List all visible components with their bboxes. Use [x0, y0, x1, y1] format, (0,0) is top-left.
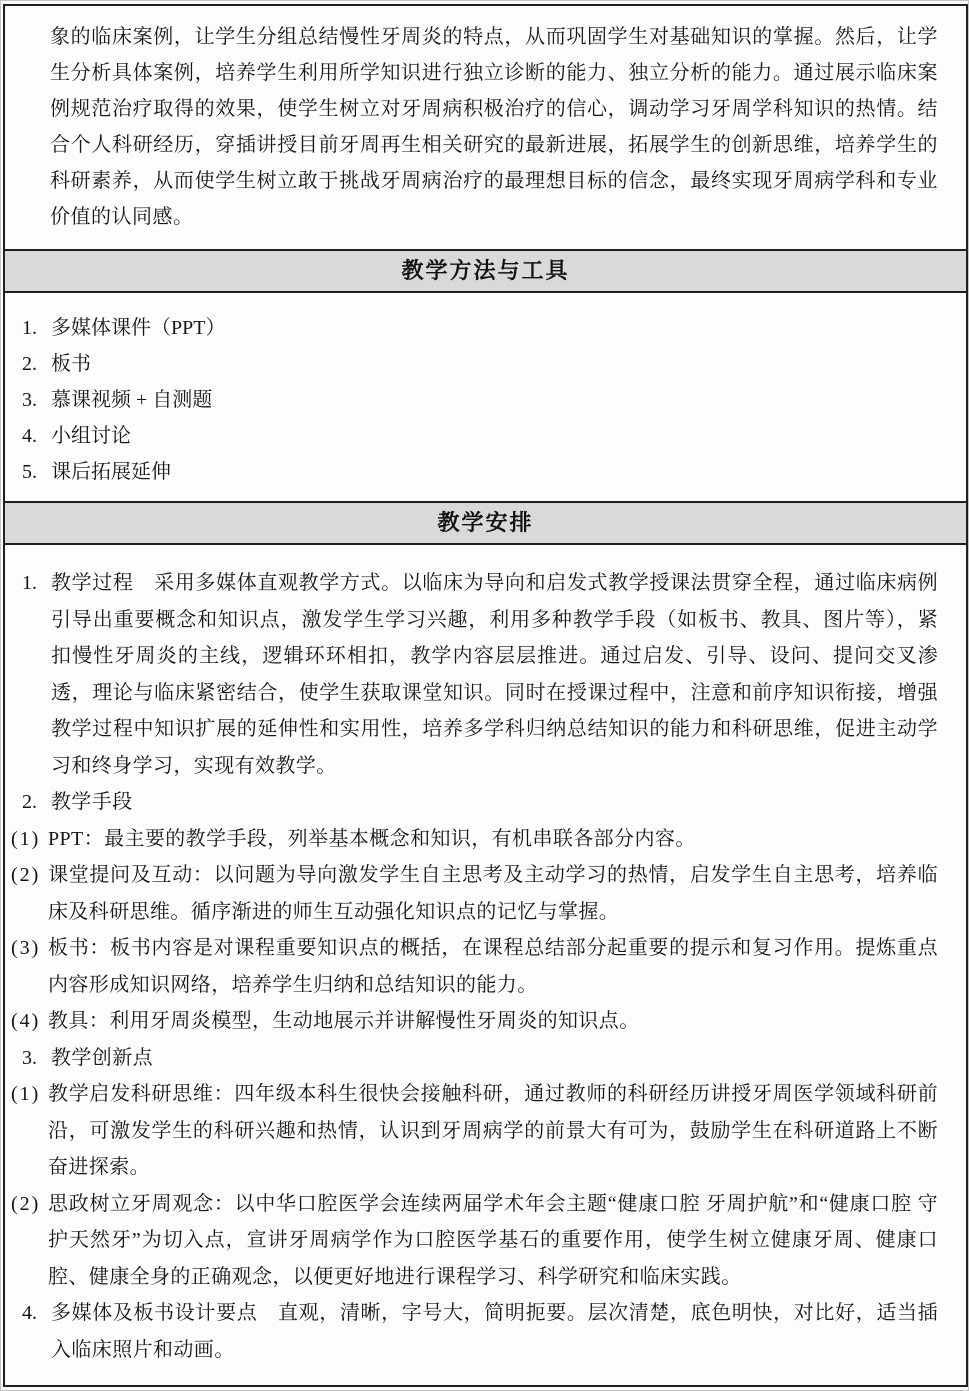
item-marker: 4. — [22, 1302, 37, 1324]
item-text: 多媒体及板书设计要点 直观，清晰，字号大，简明扼要。层次清楚，底色明快，对比好，适当插入临床照片和动画。 — [51, 1302, 938, 1361]
item-marker: 4. — [22, 425, 37, 447]
item-marker: 1. — [22, 317, 37, 339]
item-text: 多媒体课件（PPT） — [51, 317, 226, 339]
item-marker: 2. — [22, 353, 37, 375]
method-item — [5, 418, 938, 454]
item-text: 板书：板书内容是对课程重要知识点的概括，在课程总结部分起重要的提示和复习作用。提炼重点内容形成知识网络，培养学生归纳和总结知识的能力。 — [48, 937, 938, 996]
item-text: 课后拓展延伸 — [51, 461, 171, 483]
schedule-item — [5, 1003, 938, 1040]
item-text: 教具：利用牙周炎模型，生动地展示并讲解慢性牙周炎的知识点。 — [48, 1010, 640, 1032]
item-text: 思政树立牙周观念：以中华口腔医学会连续两届学术年会主题“健康口腔 牙周护航”和“健康口腔 守护天然牙”为切入点，宣讲牙周病学作为口腔医学基石的重要作用，使学生树立健康牙周、健康口腔、健康全身的正确观念，以便更好地进行课程学习、科学研究和临床实践。 — [48, 1192, 938, 1288]
schedule-item — [5, 1295, 938, 1368]
method-item — [5, 454, 938, 490]
schedule-item — [5, 857, 938, 930]
item-text: 小组讨论 — [51, 425, 131, 447]
schedule-item — [5, 1040, 938, 1077]
item-marker: (2) — [11, 1192, 41, 1215]
item-marker: 3. — [22, 389, 37, 411]
item-marker: 2. — [22, 791, 37, 813]
intro-paragraph-row — [5, 6, 966, 249]
section-header-schedule: 教学安排 — [5, 501, 966, 545]
method-item — [5, 382, 938, 418]
teaching-plan-table — [3, 4, 968, 1387]
item-marker: 3. — [22, 1046, 37, 1069]
item-marker: 1. — [22, 572, 37, 594]
item-marker: (1) — [11, 1083, 41, 1105]
item-text: 教学过程 采用多媒体直观教学方式。以临床为导向和启发式教学授课法贯穿全程，通过临床病例引导出重要概念和知识点，激发学生学习兴趣，利用多种教学手段（如板书、教具、图片等），紧扣慢性牙周炎的主线，逻辑环环相扣，教学内容层层推进。通过启发、引导、设问、提问交叉渗透，理论与临床紧密结合，使学生获取课堂知识。同时在授课过程中，注意和前序知识衔接，增强教学过程中知识扩展的延伸性和实用性，培养多学科归纳总结知识的能力和科研思维，促进主动学习和终身学习，实现有效教学。 — [51, 572, 938, 777]
item-marker: 5. — [22, 461, 37, 483]
method-item — [5, 346, 938, 382]
method-item — [5, 310, 938, 346]
schedule-item — [5, 784, 938, 821]
item-text: 板书 — [51, 353, 91, 375]
item-marker: (1) — [11, 827, 41, 850]
item-text: 教学创新点 — [51, 1046, 153, 1069]
schedule-item — [5, 930, 938, 1003]
schedule-content — [5, 545, 966, 1385]
item-marker: (3) — [11, 937, 41, 959]
item-text: 教学启发科研思维：四年级本科生很快会接触科研，通过教师的科研经历讲授牙周医学领域科研前沿，可激发学生的科研兴趣和热情，认识到牙周病学的前景大有可为，鼓励学生在科研道路上不断奋进探索。 — [48, 1083, 938, 1178]
item-text: 课堂提问及互动：以问题为导向激发学生自主思考及主动学习的热情，启发学生自主思考，培养临床及科研思维。循序渐进的师生互动强化知识点的记忆与掌握。 — [48, 864, 938, 923]
item-text: 慕课视频 + 自测题 — [51, 389, 213, 411]
item-text: 教学手段 — [51, 791, 133, 813]
item-text: PPT：最主要的教学手段，列举基本概念和知识，有机串联各部分内容。 — [48, 827, 696, 850]
schedule-item — [5, 1076, 938, 1186]
intro-paragraph-text: 象的临床案例，让学生分组总结慢性牙周炎的特点，从而巩固学生对基础知识的掌握。然后，让学生分析具体案例，培养学生利用所学知识进行独立诊断的能力、独立分析的能力。通过展示临床案例规范治疗取得的效果，使学生树立对牙周病积极治疗的信心，调动学习牙周学科知识的热情。结合个人科研经历，穿插讲授目前牙周再生相关研究的最新进展，拓展学生的创新思维，培养学生的科研素养，从而使学生树立敢于挑战牙周病治疗的最理想目标的信念，最终实现牙周病学科和专业价值的认同感。 — [50, 26, 938, 228]
schedule-item — [5, 821, 938, 858]
methods-list — [5, 293, 966, 501]
schedule-item — [5, 565, 938, 784]
item-marker: (2) — [11, 864, 41, 886]
section-header-methods: 教学方法与工具 — [5, 249, 966, 293]
schedule-item — [5, 1186, 938, 1296]
item-marker: (4) — [11, 1010, 41, 1032]
